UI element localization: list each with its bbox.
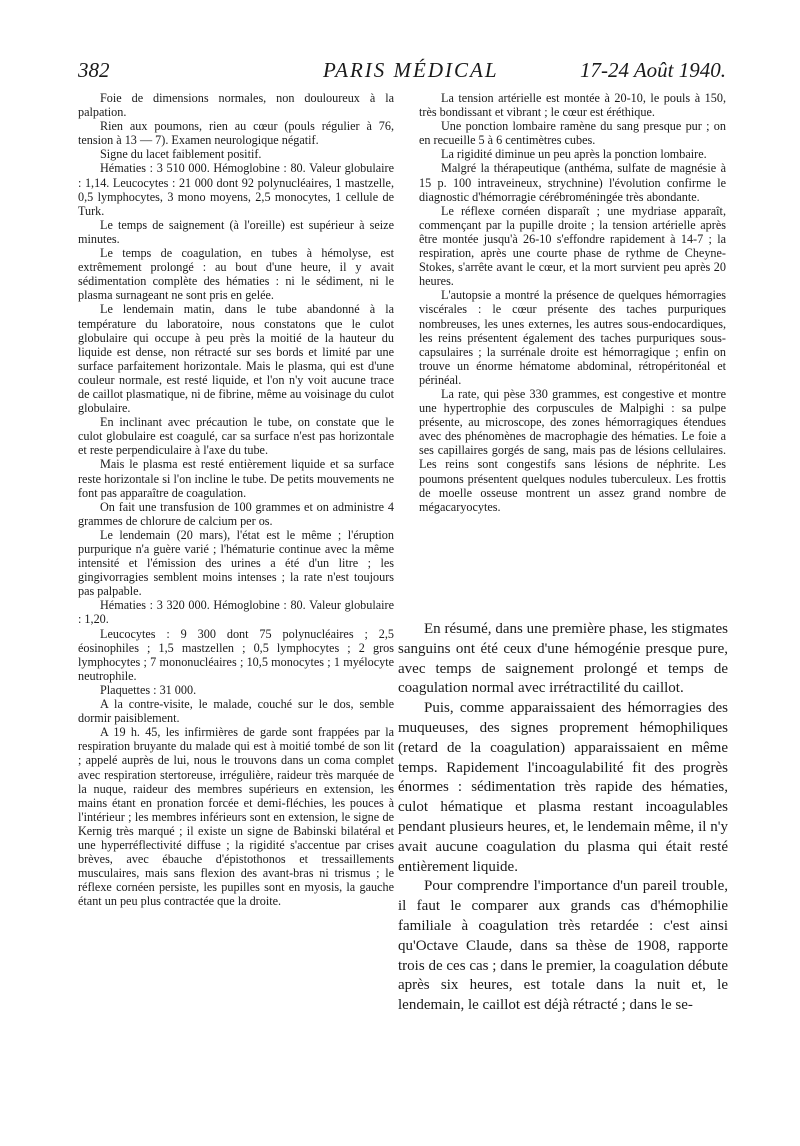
paragraph: Malgré la thérapeutique (anthéma, sulfate de magnésie à 15 p. 100 intraveineux, strychnine) l'évolution confirme le diagnostic d'hémorragie cérébroméningée très abondante.: [419, 161, 726, 204]
paragraph: Leucocytes : 9 300 dont 75 polynucléaires ; 2,5 éosinophiles ; 1,5 mastzellen ; 0,5 lymphocytes ; 2 gros lymphocytes ; 7 mononucléaires ; 10,5 monocytes ; 1 myélocyte neutrophile.: [78, 626, 394, 683]
paragraph: Foie de dimensions normales, non douloureux à la palpation.: [78, 91, 394, 120]
issue-date: 17-24 Août 1940.: [579, 58, 726, 82]
page-header: [78, 58, 726, 88]
paragraph: Le temps de saignement (à l'oreille) est supérieur à seize minutes.: [78, 217, 394, 246]
paragraph: Mais le plasma est resté entièrement liquide et sa surface reste horizontale si l'on incline le tube. De petits mouvements ne font pas apparaître de coagulation.: [78, 457, 394, 500]
paragraph: Le temps de coagulation, en tubes à hémolyse, est extrêmement prolongé : au bout d'une heure, il y avait sédimentation complète des hématies : ni le sédiment, ni le plasma surnageant ne sont pris en gelée.: [78, 246, 394, 303]
paragraph: Pour comprendre l'importance d'un pareil trouble, il faut le comparer aux grands cas d'hémophilie familiale à coagulation très retardée : c'est ainsi qu'Octave Claude, dans sa thèse de 1908, rapporte trois de ces cas ; dans le premier, la coagulation débute après six heures, est totale dans la nuit et, le lendemain, le caillot est déjà rétracté ; dans le se-: [398, 878, 728, 1014]
page-number: 382: [78, 58, 110, 82]
paragraph: Signe du lacet faiblement positif.: [100, 147, 262, 162]
paragraph: Le réflexe cornéen disparaît ; une mydriase apparaît, commençant par la pupille droite ; la tension artérielle après être montée jusqu'à 26-10 s'effondre rapidement à 14-7 ; la respiration, après une courte phase de rythme de Cheyne-Stokes, s'arrête avant le cœur, et la mort survient peu après 20 heures.: [419, 203, 726, 289]
paragraph: Hématies : 3 510 000. Hémoglobine : 80. Valeur globulaire : 1,14. Leucocytes : 21 000 dont 92 polynucléaires, 1 mastzelle, 0,5 lymphocytes, 3 mono moyens, 2,5 monocytes, 1 cellule de Turk.: [78, 161, 394, 218]
left-column: [78, 91, 394, 1101]
paragraph: On fait une transfusion de 100 grammes et on administre 4 grammes de chlorure de calcium per os.: [78, 499, 394, 528]
paragraph: Une ponction lombaire ramène du sang presque pur ; on en recueille 5 à 6 centimètres cubes.: [419, 119, 726, 148]
paragraph: La tension artérielle est montée à 20-10, le pouls à 150, très bondissant et vibrant ; le cœur est éréthique.: [419, 91, 726, 120]
paragraph: A 19 h. 45, les infirmières de garde sont frappées par la respiration bruyante du malade qui est à moitié tombé de son lit ; appelé auprès de lui, nous le trouvons dans un coma complet avec respiration stertoreuse, irrégulière, raideur très marquée de la nuque, raideur des membres supérieurs en extension, les mains étant en pronation forcée et demi-fléchies, les pouces à l'intérieur ; les membres inférieurs sont en extension, le signe de Kernig très marqué ; il existe un signe de Babinski bilatéral et une hyperréflectivité diffuse ; la rigidité s'accentue par crises brèves, avec ébauche d'épistothonos et tressaillements musculaires, mais sans flexion des avant-bras ni trismus ; le réflexe cornéen persiste, les pupilles sont en myosis, la gauche étant un peu plus contractée que la droite.: [78, 725, 394, 909]
paragraph: Hématies : 3 320 000. Hémoglobine : 80. Valeur globulaire : 1,20.: [78, 598, 394, 627]
paragraph: Rien aux poumons, rien au cœur (pouls régulier à 76, tension à 13 — 7). Examen neurologique négatif.: [78, 119, 394, 148]
paragraph: En inclinant avec précaution le tube, on constate que le culot globulaire est coagulé, car sa surface n'est pas horizontale et reste perpendiculaire à l'axe du tube.: [78, 415, 394, 458]
right-column-top: [419, 91, 726, 593]
paragraph: Puis, comme apparaissaient des hémorragies des muqueuses, des signes proprement hémophiliques (retard de la coagulation) apparaissaient en même temps. Rapidement l'incoagulabilité fit des progrès énormes : sédimentation très rapide des hématies, culot hématique et plasma restant incoagulables pendant plusieurs heures, et, le lendemain même, il n'y avait aucune coagulation du plasma qui était resté entièrement liquide.: [398, 700, 728, 875]
paragraph: A la contre-visite, le malade, couché sur le dos, semble dormir paisiblement.: [78, 697, 394, 726]
journal-title: PARIS MÉDICAL: [323, 58, 499, 82]
paragraph: La rigidité diminue un peu après la ponction lombaire.: [441, 147, 707, 162]
paragraph: Plaquettes : 31 000.: [100, 682, 197, 697]
paragraph: Le lendemain (20 mars), l'état est le même ; l'éruption purpurique n'a guère varié ; l'hématurie continue avec la même intensité et l'émission des urines a été d'un litre ; les gingivorragies semblent moins intenses ; la rate n'est toujours pas palpable.: [78, 527, 394, 599]
paragraph: L'autopsie a montré la présence de quelques hémorragies viscérales : le cœur présente des taches purpuriques nombreuses, les unes externes, les autres sous-endocardiques, les reins présentent également des taches purpuriques sous-capsulaires ; la surrénale droite est hémorragique ; enfin on trouve un énorme hématome abdominal, rétropéritonéal et périnéal.: [419, 288, 726, 387]
right-column-bottom: [398, 620, 728, 1125]
paragraph: La rate, qui pèse 330 grammes, est congestive et montre une hypertrophie des corpuscules de Malpighi : sa pulpe présente, au microscope, des zones hémorragiques étendues avec des phénomènes de macrophagie des hématies. Le foie a ses capillaires gorgés de sang, mais pas de lésions cellulaires. Les reins sont congestifs sans lésions de néphrite. Les poumons présentent quelques nodules tuberculeux. Les frottis de moelle osseuse montrent un assez grand nombre de mégacaryocytes.: [419, 386, 726, 514]
paragraph: Le lendemain matin, dans le tube abandonné à la température du laboratoire, nous constatons que le culot globulaire qui occupe à peu près la moitié de la hauteur du liquide est dense, non rétracté sur ses bords et limité par une surface parfaitement horizontale. Mais le plasma, qui est d'une couleur normale, est resté liquide, et l'on n'y voit aucune trace de caillot plasmatique, ni de fibrine, même au voisinage du culot globulaire.: [78, 302, 394, 416]
paragraph: En résumé, dans une première phase, les stigmates sanguins ont été ceux d'une hémogénie presque pure, avec temps de saignement prolongé et temps de coagulation normal avec irrétractilité du caillot.: [398, 621, 728, 697]
